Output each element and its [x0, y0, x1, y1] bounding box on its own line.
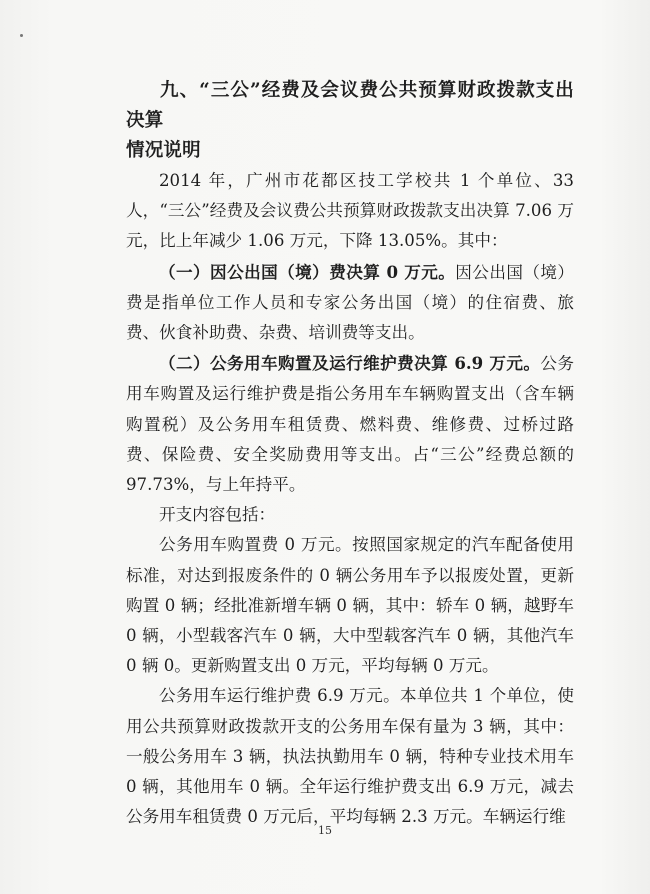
- overseas-expense-title: （一）因公出国（境）费决算 0 万元。: [159, 261, 456, 282]
- page-number: 15: [318, 824, 332, 837]
- vehicle-purchase-paragraph: 公务用车购置费 0 万元。按照国家规定的汽车配备使用标准，对达到报废条件的 0 辆公务用车予以报废处置，更新购置 0 辆；经批准新增车辆 0 辆，其中：轿车 0 辆，越野车 0 辆，小型载客汽车 0 辆，大中型载客汽车 0 辆，其他汽车 0 辆 0。更新购置支出 0 万元，平均每辆 0 万元。: [126, 535, 574, 676]
- overseas-expense-paragraph: [126, 257, 574, 349]
- scan-speck: [20, 34, 23, 37]
- heading-line-1: 九、“三公”经费及会议费公共预算财政拨款支出决算: [126, 80, 574, 131]
- vehicle-expense-title: （二）公务用车购置及运行维护费决算 6.9 万元。: [159, 353, 541, 374]
- section-heading: [126, 76, 574, 166]
- vehicle-expense-text: 公务用车购置及运行维护费是指公务用车车辆购置支出（含车辆购置税）及公务用车租赁费、燃料费、维修费、过桥过路费、保险费、安全奖励费用等支出。占“三公”经费总额的 97.73%，与上年持平。: [126, 354, 575, 495]
- expense-contents-label: 开支内容包括：: [159, 505, 276, 525]
- summary-paragraph: 2014 年，广州市花都区技工学校共 1 个单位、33 人，“三公”经费及会议费公共预算财政拨款支出决算 7.06 万元，比上年减少 1.06 万元，下降 13.05%。其中：: [126, 171, 574, 251]
- heading-line-2: 情况说明: [126, 140, 201, 161]
- vehicle-expense-paragraph: [126, 348, 574, 500]
- document-body: [126, 76, 574, 832]
- vehicle-maintenance-paragraph: 公务用车运行维护费 6.9 万元。本单位共 1 个单位，使用公共预算财政拨款开支的公务用车保有量为 3 辆，其中：一般公务用车 3 辆，执法执勤用车 0 辆，特种专业技术用车 0 辆，其他用车 0 辆。全年运行维护费支出 6.9 万元，减去公务用车租赁费 0 万元后，平均每辆 2.3 万元。车辆运行维: [126, 686, 574, 827]
- overseas-expense-text: 因公出国（境）费是指单位工作人员和专家公务出国（境）的住宿费、旅费、伙食补助费、杂费、培训费等支出。: [126, 262, 574, 343]
